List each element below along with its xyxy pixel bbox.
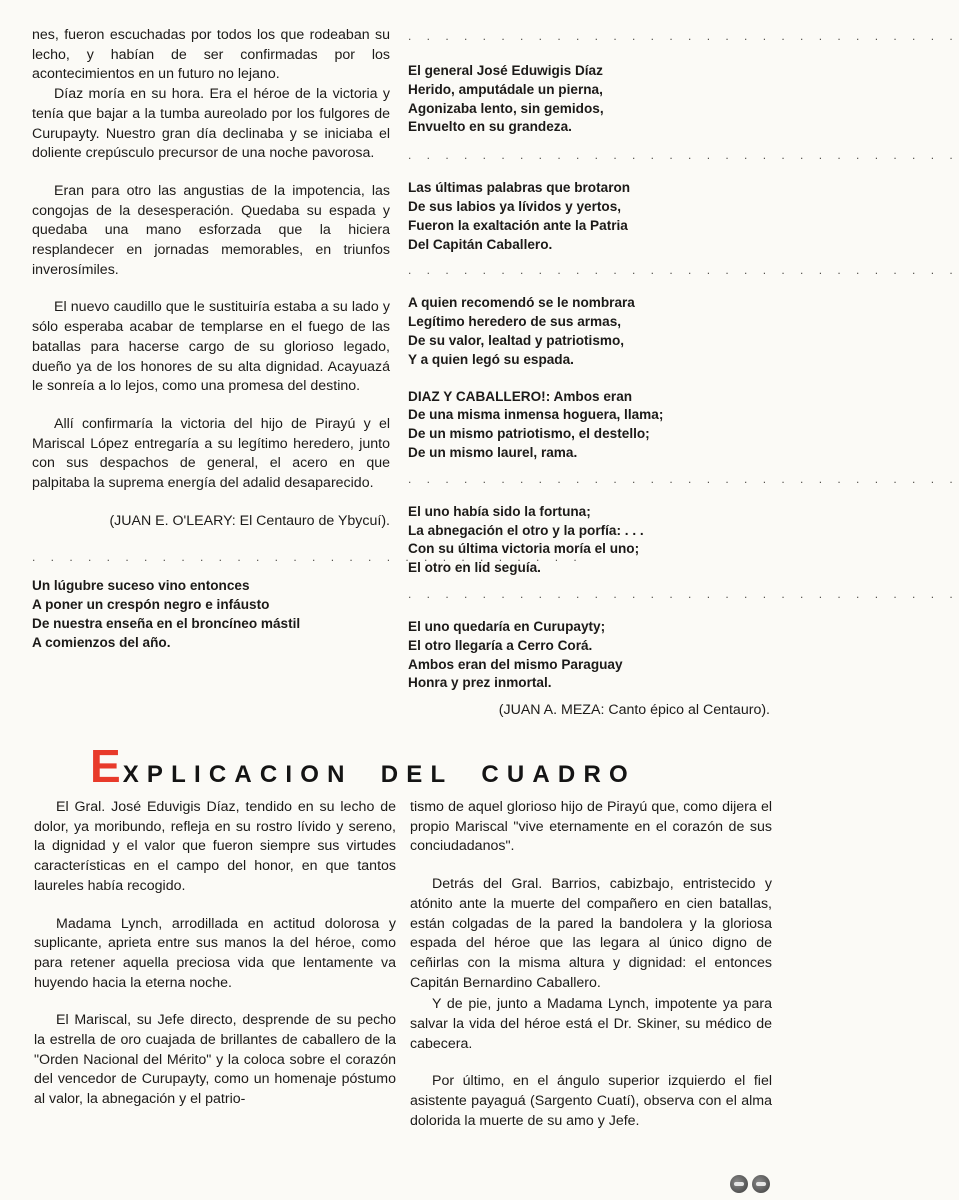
verse-line: A comienzos del año. [32,634,171,650]
heading-word: DEL [380,761,454,788]
page-badge-icon [752,1175,770,1193]
dotted-separator: . . . . . . . . . . . . . . . . . . . . . . . . . . . . . . [32,550,583,565]
dotted-separator: . . . . . . . . . . . . . . . . . . . . . . . . . . . . . . [408,148,959,163]
verse-line: Honra y prez inmortal. [408,675,552,691]
oleary-citation: (JUAN E. O'LEARY: El Centauro de Ybycuí). [109,512,390,529]
prose-paragraph: Por último, en el ángulo superior izquierdo el fiel asistente payaguá (Sargento Cuatí), observa con el alma dolorida la muerte de su amo y Jefe. [410,1073,772,1129]
verse-line: De nuestra enseña en el broncíneo mástil [32,616,301,632]
verse-line: DIAZ Y CABALLERO!: Ambos eran [408,388,633,404]
right-top-column [408,26,959,721]
verse-line: Las últimas palabras que brotaron [408,180,631,196]
verse-line: El uno había sido la fortuna; [408,503,591,519]
verse-line: Herido, amputádale un pierna, [408,81,603,97]
prose-paragraph: El Gral. José Eduvigis Díaz, tendido en su lecho de dolor, ya moribundo, refleja en su rostro lívido y sereno, la dignidad y el valor que fueron siempre sus virtudes características en el campo del honor, en que tantos laureles había recogido. [34,799,396,894]
verse-line: A quien recomendó se le nombrara [408,295,635,311]
verse-stanza [408,179,770,254]
prose-paragraph: tismo de aquel glorioso hijo de Pirayú que, como dijera el propio Mariscal "vive eternamente en el corazón de sus conciudadanos". [410,799,772,855]
prose-paragraph: Madama Lynch, arrodillada en actitud dolorosa y suplicante, aprieta entre sus manos la del héroe, como para retener aquella preciosa vida que lentamente va huyendo hacia la eterna noche. [34,915,396,991]
verse-line: El otro llegaría a Cerro Corá. [408,637,593,653]
verse-line: Envuelto en su grandeza. [408,119,572,135]
dotted-separator: . . . . . . . . . . . . . . . . . . . . . . . . . . . . . . [408,471,959,486]
verse-stanza [408,294,770,369]
verse-line: La abnegación el otro y la porfía: . . . [408,522,644,538]
verse-line: A poner un crespón negro e infáusto [32,597,270,613]
verse-line: El general José Eduwigis Díaz [408,63,603,78]
verse-line: Del Capitán Caballero. [408,236,553,252]
prose-paragraph: nes, fueron escuchadas por todos los que rodeaban su lecho, y habían de ser confirmadas por los acontecimientos en un futuro no lejano. [32,27,390,83]
verse-stanza [408,618,770,693]
verse-stanza [408,503,770,578]
verse-stanza [32,577,390,652]
verse-line: Y a quien legó su espada. [408,351,574,367]
verse-line: Ambos eran del mismo Paraguay [408,656,623,672]
dotted-separator: . . . . . . . . . . . . . . . . . . . . . . . . . . . . . . [408,586,959,601]
verse-line: Fueron la exaltación ante la Patria [408,217,628,233]
prose-paragraph: Eran para otro las angustias de la impotencia, las congojas de la desesperación. Quedaba su espada y quedaba una mano esforzada que la hiciera resplandecer en jornadas memorables, en triunfos inverosímiles. [32,182,390,278]
prose-paragraph: Allí confirmaría la victoria del hijo de Pirayú y el Mariscal López entregaría a su legítimo heredero, junto con sus despachos de general, el acero en que palpitaba la suprema energía del adalid desaparecido. [32,415,390,492]
verse-line: De un mismo patriotismo, el destello; [408,426,650,442]
dotted-separator: . . . . . . . . . . . . . . . . . . . . . . . . . . . . . . [408,263,959,278]
page-badge-icon [730,1175,748,1193]
verse-line: El uno quedaría en Curupayty; [408,618,606,634]
prose-paragraph: El Mariscal, su Jefe directo, desprende de su pecho la estrella de oro cuajada de brillantes de caballero de la "Orden Nacional del Mérito" y la coloca sobre el corazón del vencedor de Curupayty, como un homenaje póstumo al valor, la abnegación y el patrio- [34,1012,396,1108]
verse-line: De una misma inmensa hoguera, llama; [408,407,664,423]
prose-paragraph: Detrás del Gral. Barrios, cabizbajo, entristecido y atónito ante la muerte del compañero en cien batallas, están colgadas de la pared la bandolera y la gloriosa espada del héroe que las legara al único digno de ceñirlas con la misma altura y dignidad: el entonces Capitán Bernardino Caballero. [410,876,772,991]
verse-line: Agonizaba lento, sin gemidos, [408,100,604,116]
verse-stanza [408,62,770,137]
bottom-left-column [34,798,396,1110]
prose-paragraph: Y de pie, junto a Madama Lynch, impotente ya para salvar la vida del héroe está el Dr. Skiner, su médico de cabecera. [410,996,772,1052]
verse-line: El otro en lid seguía. [408,560,541,576]
verse-line: Con su última victoria moría el uno; [408,541,640,557]
verse-line: De sus labios ya lívidos y yertos, [408,198,622,214]
prose-paragraph: El nuevo caudillo que le sustituiría estaba a su lado y sólo esperaba acabar de templarse en el fuego de las batallas para hacerse cargo de su glorioso legado, dueño ya de los honores de su alta dignidad. Acayuazá le sonreía a lo lejos, como una promesa del destino. [32,299,390,395]
verse-line: Un lúgubre suceso vino entonces [32,578,250,594]
verse-stanza [408,388,770,463]
verse-line: De su valor, lealtad y patriotismo, [408,332,625,348]
meza-citation: (JUAN A. MEZA: Canto épico al Centauro). [498,702,770,719]
prose-paragraph: Díaz moría en su hora. Era el héroe de la victoria y tenía que bajar a la tumba aureolado por los fulgores de Curupayty. Nuestro gran día declinaba y se iniciaba el doliente crepúsculo precursor de una noche pavorosa. [32,86,390,162]
dotted-separator: . . . . . . . . . . . . . . . . . . . . . . . . . . . . . . [408,29,959,43]
heading-initial: E [90,740,121,792]
section-heading [90,742,750,790]
verse-line: Legítimo heredero de sus armas, [408,314,622,330]
heading-word: XPLICACION [122,761,353,788]
heading-word: CUADRO [481,761,636,788]
bottom-right-column [410,798,772,1132]
verse-line: De un mismo laurel, rama. [408,444,578,460]
